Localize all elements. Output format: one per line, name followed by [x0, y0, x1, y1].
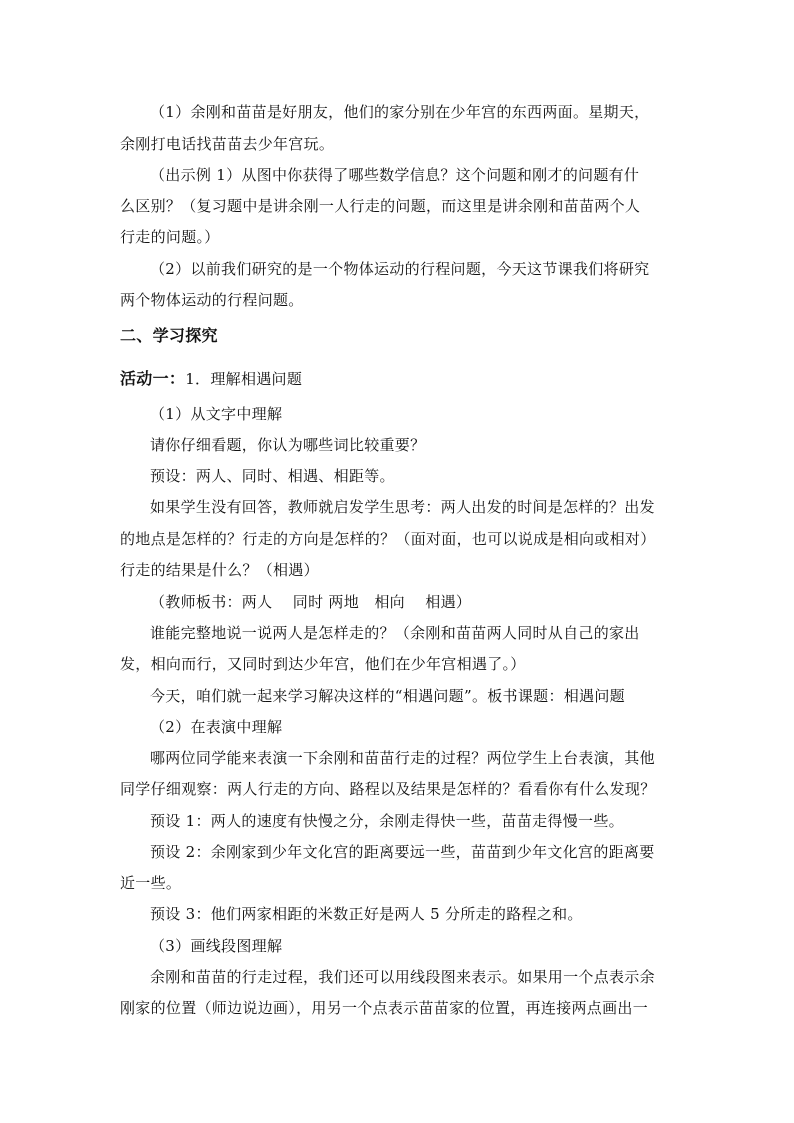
text-line: （出示例 1）从图中你获得了哪些数学信息？这个问题和刚才的问题有什	[150, 166, 640, 184]
text-line: 刚家的位置（师边说边画），用另一个点表示苗苗家的位置，再连接两点画出一	[120, 999, 649, 1017]
text-line: 余刚打电话找苗苗去少年宫玩。	[120, 135, 335, 153]
text-line: 两个物体运动的行程问题。	[120, 291, 304, 309]
text-line: 么区别？（复习题中是讲余刚一人行走的问题，而这里是讲余刚和苗苗两个人	[120, 197, 641, 215]
activity-line	[120, 369, 302, 389]
text-line: 近一些。	[120, 874, 182, 892]
text-line: （教师板书：两人 同时 两地 相向 相遇）	[150, 593, 472, 611]
text-line: 今天，咱们就一起来学习解决这样的“相遇问题”。板书课题：相遇问题	[150, 687, 625, 705]
text-line: 哪两位同学能来表演一下余刚和苗苗行走的过程？两位学生上台表演，其他	[150, 749, 655, 767]
text-line: 预设 1：两人的速度有快慢之分，余刚走得快一些，苗苗走得慢一些。	[150, 812, 624, 830]
text-line: 行走的问题。）	[120, 228, 220, 246]
text-line: （1）余刚和苗苗是好朋友，他们的家分别在少年宫的东西两面。星期天，	[150, 103, 650, 121]
text-line: 余刚和苗苗的行走过程，我们还可以用线段图来表示。如果用一个点表示余	[150, 968, 655, 986]
text-line: 同学仔细观察：两人行走的方向、路程以及结果是怎样的？看看你有什么发现？	[120, 780, 656, 798]
text-line: 行走的结果是什么？（相遇）	[120, 561, 319, 579]
section-heading: 二、学习探究	[120, 326, 218, 345]
text-line: 预设：两人、同时、相遇、相距等。	[150, 467, 395, 485]
activity-label: 活动一：	[120, 369, 186, 388]
activity-title: 1．理解相遇问题	[185, 370, 303, 388]
text-line: 的地点是怎样的？行走的方向是怎样的？（面对面，也可以说成是相向或相对）	[120, 530, 656, 548]
text-line: 如果学生没有回答，教师就启发学生思考：两人出发的时间是怎样的？出发	[150, 498, 655, 516]
text-line: （2）在表演中理解	[150, 718, 283, 736]
text-line: 谁能完整地说一说两人是怎样走的？（余刚和苗苗两人同时从自己的家出	[150, 624, 640, 642]
text-line: 预设 2：余刚家到少年文化宫的距离要远一些，苗苗到少年文化宫的距离要	[150, 843, 655, 861]
text-line: （3）画线段图理解	[150, 937, 283, 955]
text-line: （2）以前我们研究的是一个物体运动的行程问题，今天这节课我们将研究	[150, 260, 650, 278]
text-line: 发，相向而行，又同时到达少年宫，他们在少年宫相遇了。）	[120, 655, 526, 673]
text-line: 预设 3：他们两家相距的米数正好是两人 5 分所走的路程之和。	[150, 905, 583, 923]
text-line: （1）从文字中理解	[150, 405, 283, 423]
text-line: 请你仔细看题，你认为哪些词比较重要？	[150, 436, 426, 454]
